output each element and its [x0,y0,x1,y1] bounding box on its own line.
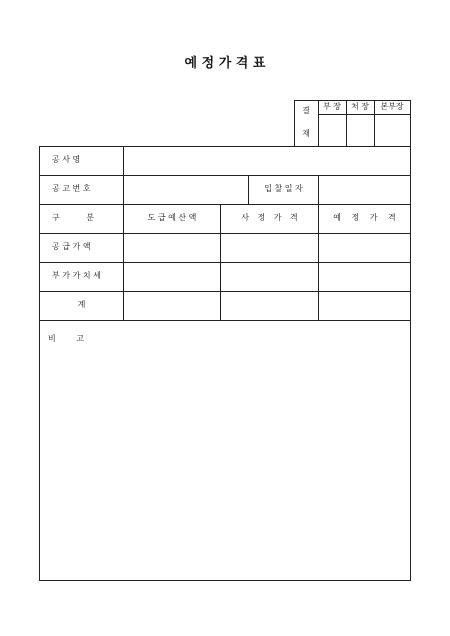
table-right-border [410,146,411,581]
project-name-field[interactable] [124,147,410,175]
supply-amount-label: 공 급 가 액 [52,242,91,251]
vat-estimated-field[interactable] [319,263,410,291]
remarks-field[interactable] [40,346,410,580]
table-line-bottom [39,580,411,581]
category-label: 구 분 [52,213,94,222]
approval-label-bottom: 재 [302,129,310,138]
bid-date-label: 입 찰 일 자 [264,184,303,193]
total-estimated-field[interactable] [319,292,410,320]
supply-appraised-field[interactable] [221,234,318,262]
approval-right-border [410,100,411,146]
notice-number-field[interactable] [124,176,248,204]
approval-col-director: 처 장 [351,102,369,111]
total-budget-field[interactable] [124,292,220,320]
approval-sign-hq-head[interactable] [375,115,410,146]
supply-budget-field[interactable] [124,234,220,262]
project-name-label: 공 사 명 [52,155,81,164]
total-appraised-field[interactable] [221,292,318,320]
supply-estimated-field[interactable] [319,234,410,262]
vat-budget-field[interactable] [124,263,220,291]
approval-col-hq-head: 본부장 [380,102,404,111]
notice-number-label: 공 고 번 호 [52,184,91,193]
appraised-column-header: 사 정 가 격 [241,213,298,222]
approval-top-border [294,100,411,101]
bid-date-field[interactable] [319,176,410,204]
approval-label-top: 결 [302,106,310,115]
table-line-7 [39,320,411,321]
vat-appraised-field[interactable] [221,263,318,291]
estimated-column-header: 예 정 가 격 [333,213,396,222]
budget-column-header: 도 급 예 산 액 [147,213,197,222]
remarks-label: 비 고 [48,334,84,343]
vat-label: 부 가 가 치 세 [52,271,101,280]
approval-col-dept-head: 부 장 [323,102,341,111]
total-label: 계 [77,300,86,309]
approval-sign-director[interactable] [347,115,374,146]
table-line-3 [39,204,411,205]
page-title: 예 정 가 격 표 [184,56,266,71]
approval-sign-dept-head[interactable] [319,115,346,146]
